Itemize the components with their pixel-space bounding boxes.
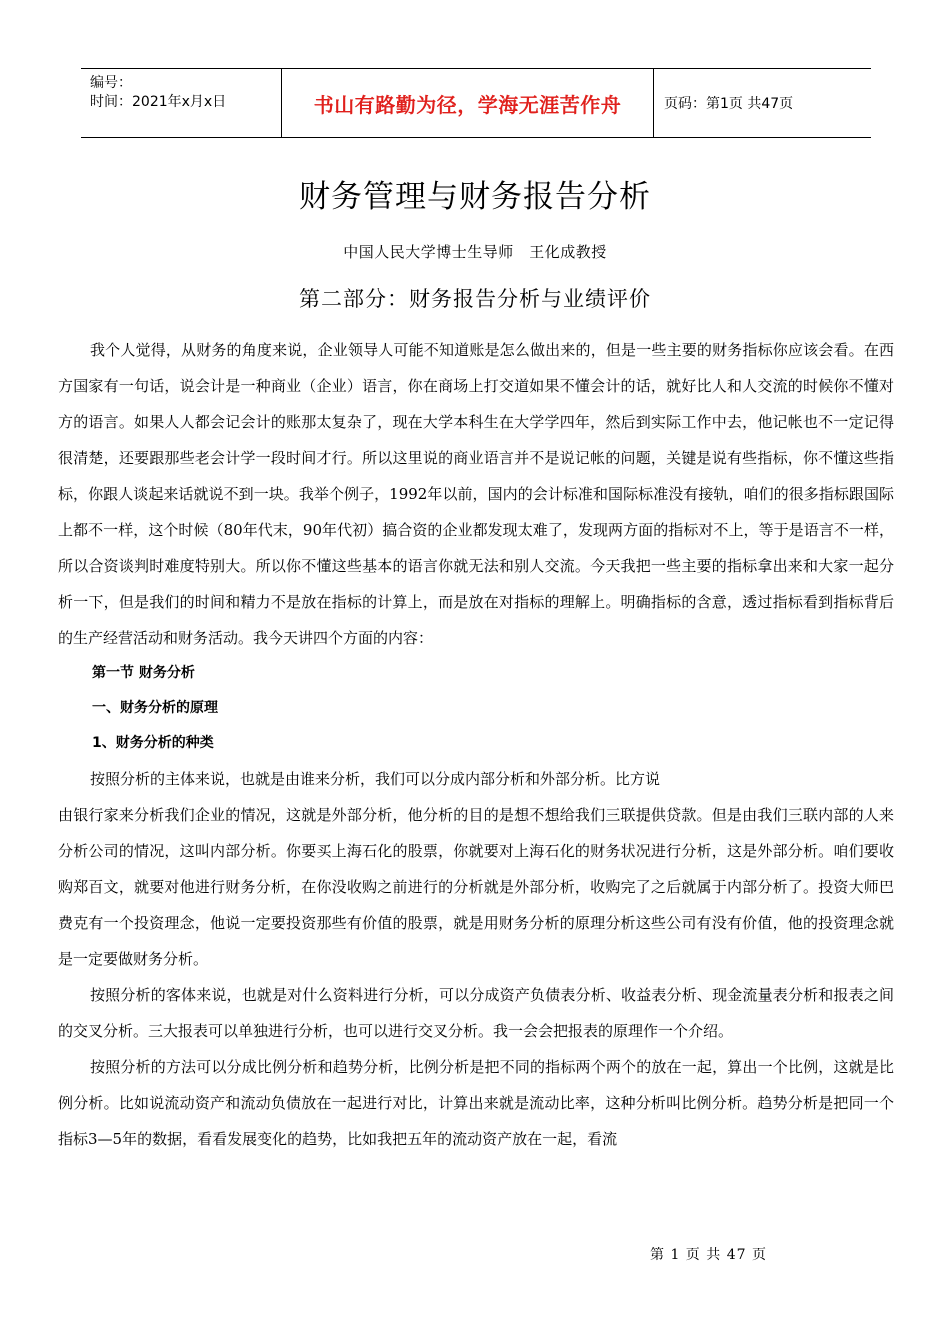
header-motto-cell xyxy=(282,69,654,137)
intro-paragraph: 我个人觉得，从财务的角度来说，企业领导人可能不知道账是怎么做出来的，但是一些主要的财务指标你应该会看。在西方国家有一句话，说会计是一种商业（企业）语言，你在商场上打交道如果不懂会计的话，就好比人和人交流的时候你不懂对方的语言。如果人人都会记会计的账那太复杂了，现在大学本科生在大学学四年，然后到实际工作中去，他记帐也不一定记得很清楚，还要跟那些老会计学一段时间才行。所以这里说的商业语言并不是说记帐的问题，关键是说有些指标，你不懂这些指标，你跟人谈起来话就说不到一块。我举个例子，1992年以前，国内的会计标准和国际标准没有接轨，咱们的很多指标跟国际上都不一样，这个时候（80年代末，90年代初）搞合资的企业都发现太难了，发现两方面的指标对不上，等于是语言不一样，所以合资谈判时难度特别大。所以你不懂这些基本的语言你就无法和别人交流。今天我把一些主要的指标拿出来和大家一起分析一下，但是我们的时间和精力不是放在指标的计算上，而是放在对指标的理解上。明确指标的含意，透过指标看到指标背后的生产经营活动和财务活动。我今天讲四个方面的内容： xyxy=(58,341,894,647)
header-motto: 书山有路勤为径，学海无涯苦作舟 xyxy=(313,92,622,117)
part-title: 第二部分：财务报告分析与业绩评价 xyxy=(299,287,651,311)
document-title: 财务管理与财务报告分析 xyxy=(299,179,651,215)
subsubsection-heading: 1、财务分析的种类 xyxy=(92,735,214,751)
document-author: 中国人民大学博士生导师 王化成教授 xyxy=(343,243,607,261)
document-number-label: 编号： xyxy=(90,75,132,91)
paragraph-object: 按照分析的客体来说，也就是对什么资料进行分析，可以分成资产负债表分析、收益表分析、现金流量表分析和报表之间的交叉分析。三大报表可以单独进行分析，也可以进行交叉分析。我一会会把报表的原理作一个介绍。 xyxy=(58,986,894,1040)
header-page-cell xyxy=(654,69,871,137)
page-footer: 第 1 页 共 47 页 xyxy=(650,1247,767,1263)
paragraph-subject-first-line: 按照分析的主体来说，也就是由谁来分析，我们可以分成内部分析和外部分析。比方说 xyxy=(90,770,661,788)
header-meta-cell xyxy=(81,69,282,137)
paragraph-subject-rest: 由银行家来分析我们企业的情况，这就是外部分析，他分析的目的是想不想给我们三联提供贷款。但是由我们三联内部的人来分析公司的情况，这叫内部分析。你要买上海石化的股票，你就要对上海石化的财务状况进行分析，这是外部分析。咱们要收购郑百文，就要对他进行财务分析，在你没收购之前进行的分析就是外部分析，收购完了之后就属于内部分析了。投资大师巴费克有一个投资理念，他说一定要投资那些有价值的股票，就是用财务分析的原理分析这些公司有没有价值，他的投资理念就是一定要做财务分析。 xyxy=(58,806,894,968)
header-page-info: 页码：第1页 共47页 xyxy=(664,96,794,112)
document-date-label: 时间：2021年x月x日 xyxy=(90,94,227,110)
paragraph-method: 按照分析的方法可以分成比例分析和趋势分析，比例分析是把不同的指标两个两个的放在一起，算出一个比例，这就是比例分析。比如说流动资产和流动负债放在一起进行对比，计算出来就是流动比率，这种分析叫比例分析。趋势分析是把同一个指标3—5年的数据，看看发展变化的趋势，比如我把五年的流动资产放在一起，看流 xyxy=(58,1058,894,1148)
document-header xyxy=(81,68,871,138)
section-heading: 第一节 财务分析 xyxy=(92,665,195,681)
document-body xyxy=(58,332,894,1157)
subsection-heading: 一、财务分析的原理 xyxy=(92,700,218,716)
